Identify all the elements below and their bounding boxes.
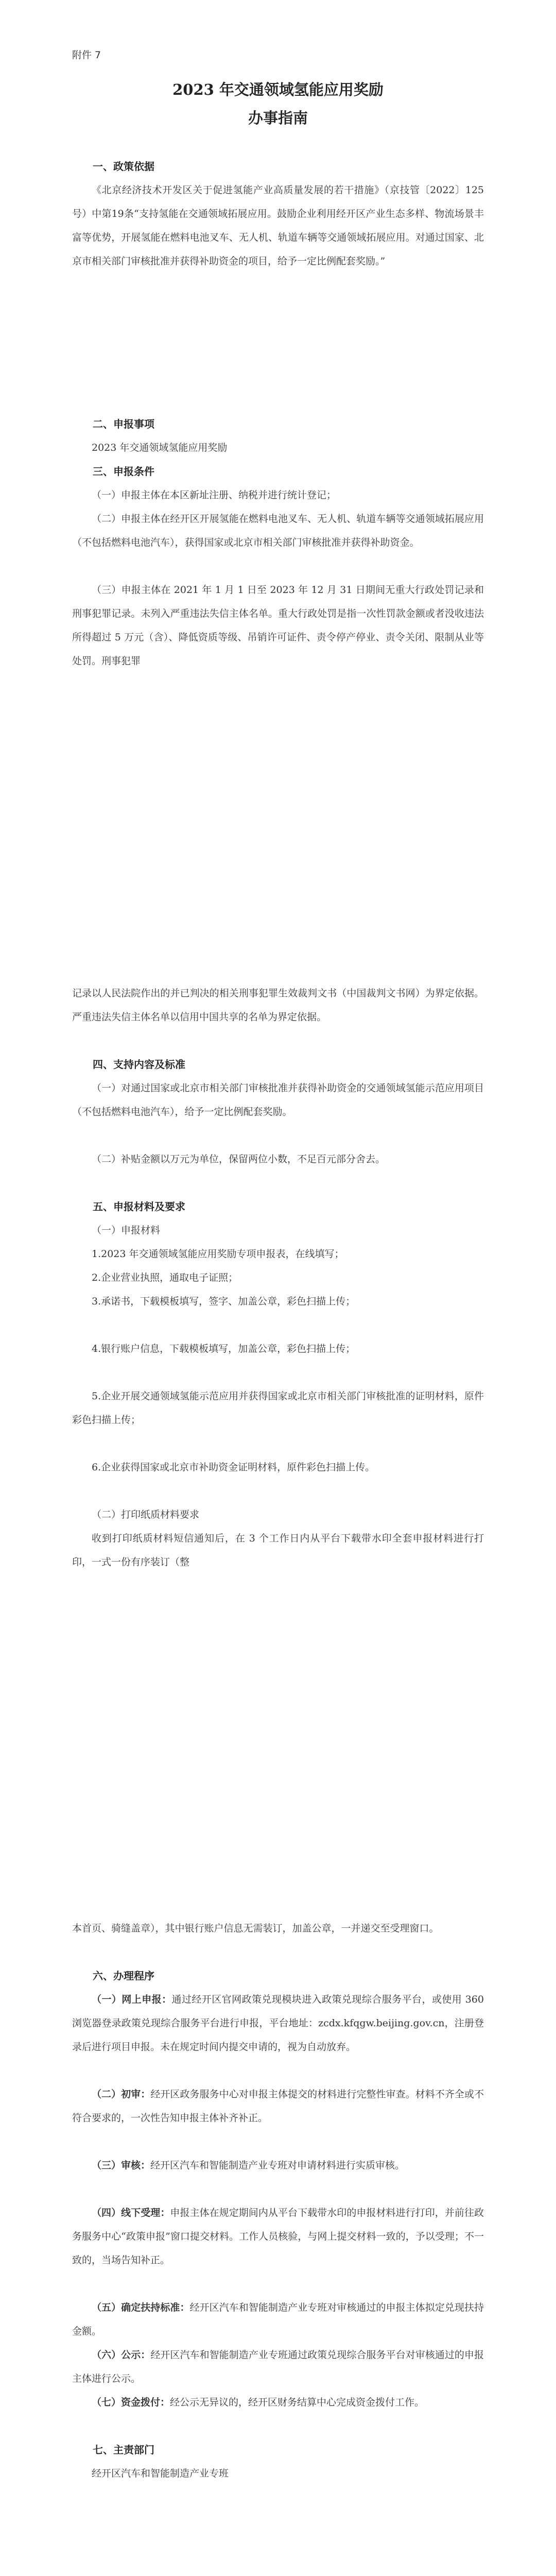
material-item: 2.企业营业执照，通取电子证照； bbox=[92, 1272, 238, 1283]
condition-item: （二）申报主体在经开区开展氢能在燃料电池叉车、无人机、轨道车辆等交通领域拓展应用（不包括燃料电池汽车），获得国家或北京市相关部门审核批准并获得补助资金。 bbox=[72, 513, 484, 548]
procedure-step bbox=[72, 2391, 484, 2414]
step-label: （四）线下受理： bbox=[92, 2207, 170, 2218]
step-label: （五）确定扶持标准： bbox=[92, 2302, 190, 2313]
support-item: （一）对通过国家或北京市相关部门审核批准并获得补助资金的交通领域氢能示范应用项目（不包括燃料电池汽车），给予一定比例配套奖励。 bbox=[72, 1082, 484, 1117]
condition-item-continuation: 记录以人民法院作出的并已判决的相关刑事犯罪生效裁判文书（中国裁判文书网）为界定依据。严重违法失信主体名单以信用中国共享的名单为界定依据。 bbox=[72, 988, 484, 1023]
materials-subheading: （一）申报材料 bbox=[92, 1225, 161, 1236]
material-item: 4.银行账户信息，下载模板填写，加盖公章，彩色扫描上传； bbox=[92, 1343, 356, 1354]
step-text: 通过经开区官网政策兑现模块进入政策兑现综合服务平台，或使用 360 浏览器登录政策兑现综合服务平台进行申报，平台地址：zcdx.kfqgw.beijing.gov.cn，注册登录后进行项目申报。未在规定时间内提交申请的，视为自动放弃。 bbox=[72, 1994, 484, 2053]
section-heading-materials: 五、申报材料及要求 bbox=[93, 1200, 185, 1213]
document-subtitle: 办事指南 bbox=[248, 109, 308, 127]
document-title: 2023 年交通领域氢能应用奖励 bbox=[172, 81, 384, 98]
material-item: 3.承诺书，下载模板填写，签字、加盖公章，彩色扫描上传； bbox=[92, 1296, 356, 1307]
section-heading-conditions: 三、申报条件 bbox=[93, 465, 154, 478]
step-label: （一）网上申报： bbox=[92, 1994, 172, 2005]
section-heading-procedure: 六、办理程序 bbox=[93, 1970, 154, 1982]
support-item: （二）补贴金额以万元为单位，保留两位小数，不足百元部分舍去。 bbox=[92, 1154, 386, 1165]
step-label: （三）审核： bbox=[92, 2160, 151, 2171]
procedure-step bbox=[72, 2154, 484, 2177]
condition-item: （三）申报主体在 2021 年 1 月 1 日至 2023 年 12 月 31 日期间无重大行政处罚记录和刑事犯罪记录。未列入严重违法失信主体名单。重大行政处罚是指一次性罚款金额或者没收违法所得超过 5 万元（含）、降低资质等级、吊销许可证件、责令停产停业、责令关闭、限制从业等处罚。刑事犯罪 bbox=[72, 584, 484, 667]
procedure-step bbox=[72, 2201, 484, 2272]
material-item: 1.2023 年交通领域氢能应用奖励专项申报表，在线填写； bbox=[92, 1248, 344, 1260]
policy-basis-text: 《北京经济技术开发区关于促进氢能产业高质量发展的若干措施》（京技管〔2022〕125号）中第19条“支持氢能在交通领域拓展应用。鼓励企业利用经开区产业生态多样、物流场景丰富等优势，开展氢能在燃料电池叉车、无人机、轨道车辆等交通领域拓展应用。对通过国家、北京市相关部门审核批准并获得补助资金的项目，给予一定比例配套奖励。” bbox=[72, 184, 484, 267]
section-heading-department: 七、主责部门 bbox=[93, 2444, 154, 2456]
section-heading-support: 四、支持内容及标准 bbox=[93, 1058, 185, 1071]
step-text: 经公示无异议的，经开区财务结算中心完成资金拨付工作。 bbox=[170, 2397, 425, 2408]
step-label: （七）资金拨付： bbox=[92, 2397, 170, 2408]
material-item: 6.企业获得国家或北京市补助资金证明材料，原件彩色扫描上传。 bbox=[92, 1462, 375, 1473]
step-text: 经开区汽车和智能制造产业专班对申请材料进行实质审核。 bbox=[150, 2160, 405, 2171]
condition-item: （一）申报主体在本区新址注册、纳税并进行统计登记； bbox=[92, 489, 337, 501]
step-text: 申报主体在规定期间内从平台下载带水印的申报材料进行打印，并前往政务服务中心“政策申报”窗口提交材料。工作人员核验，与网上提交材料一致的，予以受理；不一致的，当场告知补正。 bbox=[72, 2207, 484, 2266]
procedure-step bbox=[72, 2296, 484, 2343]
step-label: （二）初审： bbox=[92, 2089, 151, 2100]
page-separator bbox=[0, 1700, 556, 1708]
application-item-text: 2023 年交通领域氢能应用奖励 bbox=[92, 442, 228, 453]
print-subheading: （二）打印纸质材料要求 bbox=[92, 1509, 200, 1520]
step-label: （六）公示： bbox=[92, 2349, 151, 2361]
section-heading-application-item: 二、申报事项 bbox=[93, 418, 154, 430]
procedure-step bbox=[72, 2082, 484, 2130]
material-item: 5.企业开展交通领域氢能示范应用并获得国家或北京市相关部门审核批准的证明材料，原件彩色扫描上传； bbox=[72, 1391, 484, 1426]
step-text: 经开区政务服务中心对申报主体提交的材料进行完整性审查。材料不齐全或不符合要求的，一次性告知申报主体补齐补正。 bbox=[72, 2089, 484, 2124]
procedure-step bbox=[72, 2343, 484, 2391]
print-requirement: 收到打印纸质材料短信通知后，在 3 个工作日内从平台下载带水印全套申报材料进行打印，一式一份有序装订（整 bbox=[72, 1533, 484, 1568]
page-separator bbox=[0, 757, 556, 766]
step-text: 经开区汽车和智能制造产业专班对审核通过的申报主体拟定兑现扶持金额。 bbox=[72, 2302, 484, 2337]
department-text: 经开区汽车和智能制造产业专班 bbox=[92, 2468, 229, 2479]
attachment-label: 附件 7 bbox=[72, 49, 101, 61]
procedure-step bbox=[72, 1988, 484, 2059]
section-heading-policy-basis: 一、政策依据 bbox=[93, 160, 154, 173]
print-requirement-continuation: 本首页、骑缝盖章），其中银行账户信息无需装订，加盖公章，一并递交至受理窗口。 bbox=[72, 1923, 439, 1934]
step-text: 经开区汽车和智能制造产业专班通过政策兑现综合服务平台对审核通过的申报主体进行公示。 bbox=[72, 2349, 484, 2384]
